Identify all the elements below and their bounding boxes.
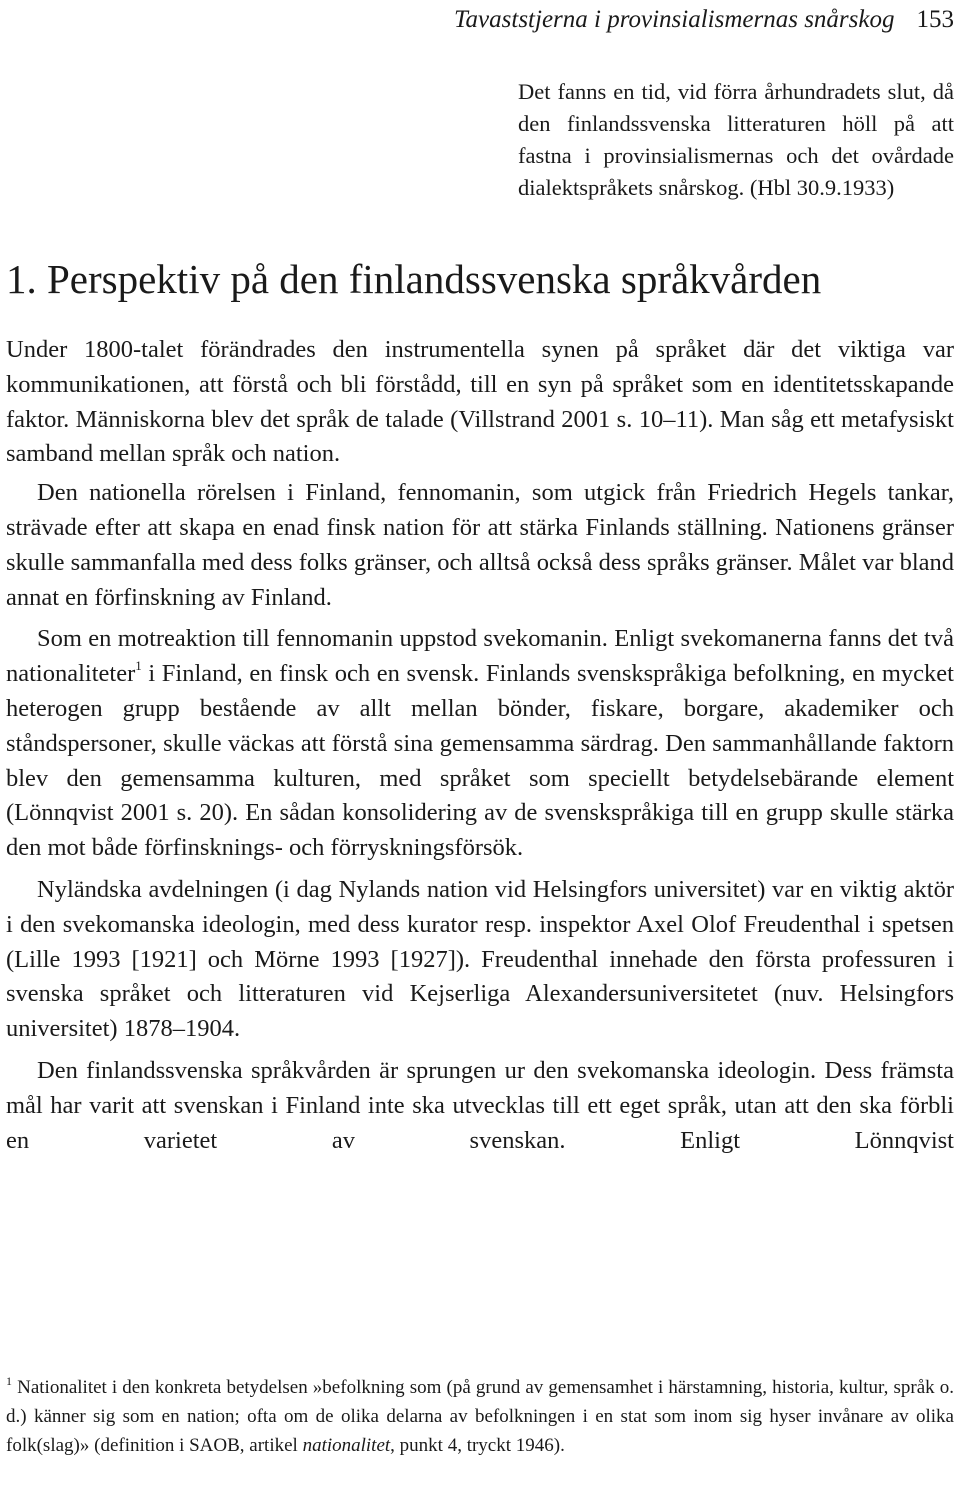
page-number: 153 bbox=[916, 6, 954, 33]
footnote-reference: 1 bbox=[135, 658, 142, 674]
footnote-text: Nationalitet i den konkreta betydelsen »befolkning som (på grund av gemensamhet i härstamning, historia, kultur, språk o. d.) känner sig som en nation; ofta om de olika delarna av befolkningen i en stat som inom sig hyser invånare av olika folk(slag)» (definition i SAOB, artikel bbox=[6, 1377, 954, 1456]
paragraph: Nyländska avdelningen (i dag Nylands nation vid Helsingfors universitet) var en viktig aktör i den svekomanska ideologin, med dess kurator resp. inspektor Axel Olof Freudenthal i spetsen (Lille 1993 [1921] och Mörne 1993 [1927]). Freudenthal innehade den första professuren i svenska språket och litteraturen vid Kejserliga Alexandersuniversitetet (nuv. Helsingfors universitet) 1878–1904. bbox=[6, 875, 954, 1043]
paragraph bbox=[6, 622, 954, 866]
footnotes bbox=[6, 1373, 954, 1460]
footnote-term: nationalitet bbox=[302, 1435, 391, 1456]
epigraph-text: Det fanns en tid, vid förra århundradets slut, då den finlandssvenska litteraturen höll på att fastna i provinsialismernas och det ovårdade dialektspråkets snårskog. (Hbl 30.9.1933) bbox=[518, 79, 954, 200]
section-heading: 1. Perspektiv på den finlandssvenska språkvården bbox=[6, 256, 822, 302]
paragraph: Den nationella rörelsen i Finland, fennomanin, som utgick från Friedrich Hegels tankar, strävade efter att skapa en enad finsk nation för att stärka Finlands ställning. Nationens gränser skulle sammanfalla med dess folks gränser, och alltså också dess språks gränser. Målet var bland annat en förfinskning av Finland. bbox=[6, 479, 954, 611]
epigraph bbox=[518, 76, 954, 204]
footnote bbox=[6, 1373, 954, 1460]
paragraph-text: i Finland, en finsk och en svensk. Finlands svenskspråkiga befolkning, en mycket heterogen grupp bestående av allt mellan bönder, fiskare, borgare, akademiker och ståndspersoner, skulle väckas att förstå sina gemensamma särdrag. Den sammanhållande faktorn blev den gemensamma kulturen, med språket som speciellt betydelsebärande element (Lönnqvist 2001 s. 20). En sådan konsolidering av de svenskspråkiga till en grupp skulle stärka den mot både förfinsknings- och förryskningsförsök. bbox=[6, 660, 954, 862]
paragraph: Den finlandssvenska språkvården är sprungen ur den svekomanska ideologin. Dess främsta mål har varit att svenskan i Finland inte ska utvecklas till ett eget språk, utan att den ska förbli en varietet av svenskan. Enligt Lönnqvist bbox=[6, 1056, 954, 1154]
paragraph: Under 1800-talet förändrades den instrumentella synen på språket där det viktiga var kommunikationen, att förstå och bli förstådd, till en syn på språket som en identitetsskapande faktor. Människorna blev det språk de talade (Villstrand 2001 s. 10–11). Man såg ett metafysiskt samband mellan språk och nation. bbox=[6, 336, 954, 468]
body-text bbox=[6, 333, 954, 1158]
running-head-title: Tavaststjerna i provinsialismernas snårskog bbox=[453, 6, 895, 33]
paragraph-text: Som en motreaktion till fennomanin uppstod svekomanin. Enligt svekomanerna fanns det två nationaliteter bbox=[6, 625, 954, 688]
footnote-number: 1 bbox=[6, 1373, 12, 1388]
footnote-text: , punkt 4, tryckt 1946). bbox=[390, 1435, 565, 1456]
running-head bbox=[0, 2, 954, 38]
